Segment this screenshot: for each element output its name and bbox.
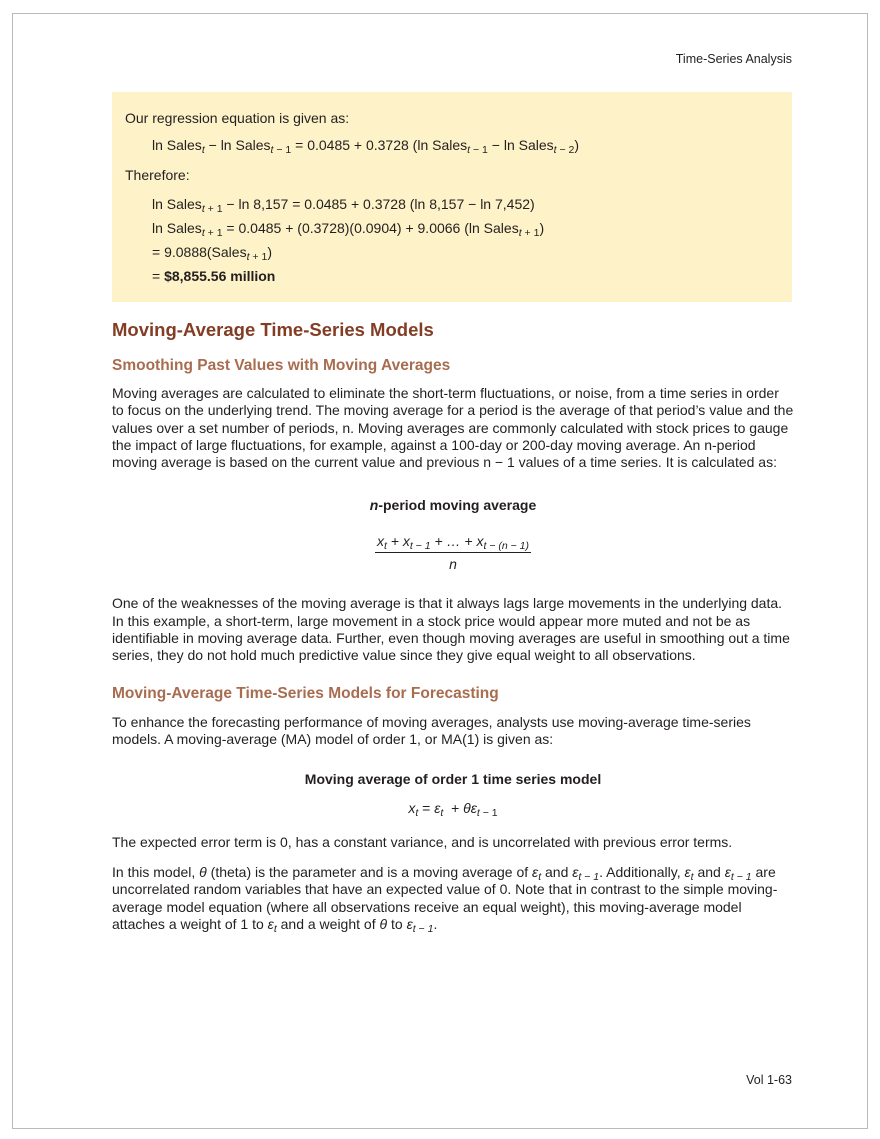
formula-ma1: $x_t = \varepsilon_t + \theta\varepsilon_t$ $_{- 1}$ [408,800,498,820]
paragraph-moving-averages: Moving averages are calculated to eliminate the short-term fluctuations, or noise, from a time series in order to focus on the underlying trend. The moving average for a period is the average of that period’s value and the values over a set number of periods, n. Moving averages are commonly calculated with stock prices to gauge the impact of large fluctuations, for example, against a 100-day or 200-day moving average. An n-period moving average is based on the current value and previous n − 1 values of a time series. It is calculated as: [112,385,794,471]
formula-n-period: $\frac{x_t + x_{t - 1} + \dots + x_{t - (n - 1)}}{n}$ [376,532,530,573]
subsection-title-forecasting: Moving-Average Time-Series Models for Forecasting [112,684,499,702]
page-number: Vol 1-63 [746,1073,792,1087]
main-content [112,318,794,933]
paragraph-expected-error: The expected error term is 0, has a constant variance, and is uncorrelated with previous error terms. [112,833,733,850]
regression-equation: ln Sales$_t$ − ln Sales$_{t - 1}$ = 0.0485 + 0.3728 (ln Sales$_{t - 1}$ − ln Sales$_{t - 2}$) [152,137,580,156]
box-intro: Our regression equation is given as: [125,110,350,126]
paragraph-ma-models: To enhance the forecasting performance of moving averages, analysts use moving-average time-series models. A moving-average (MA) model of order 1, or MA(1) is given as: [112,713,751,747]
calc-step-3: = 9.0888(Sales$_{t + 1}$) [152,244,272,263]
calc-result: = $8,855.56 million [152,268,276,284]
example-box [112,92,792,302]
formula-title-n-period: n-period moving average [369,497,537,514]
paragraph-theta: In this model, θ (theta) is the parameter and is a moving average of $\varepsilon_t$ and $\varepsilon_{t - 1}$. Additionally, $\varepsilon_t$ and $\varepsilon_{t - 1}$ are uncorrelated random variables that have an expected value of 0. Note that in contrast to the simple moving-average model equation (where all observations receive an equal weight), this moving-average model attaches a weight of 1 to $\varepsilon_t$ and a weight of θ to $\varepsilon_{t - 1}$. [112,864,778,935]
running-head: Time-Series Analysis [675,52,792,66]
calc-step-2: ln Sales$_{t + 1}$ = 0.0485 + (0.3728)(0.0904) + 9.0066 (ln Sales$_{t + 1}$) [152,220,545,239]
subsection-title-smoothing: Smoothing Past Values with Moving Averages [112,357,451,374]
box-therefore: Therefore: [125,167,190,183]
formula-title-ma1: Moving average of order 1 time series model [304,771,602,788]
calc-step-1: ln Sales$_{t + 1}$ − ln 8,157 = 0.0485 + 0.3728 (ln 8,157 − ln 7,452) [152,196,535,215]
section-title: Moving-Average Time-Series Models [112,319,434,340]
paragraph-weaknesses: One of the weaknesses of the moving average is that it always lags large movements in the underlying data. In this example, a short-term, large movement in a stock price would appear more muted and not be as identifiable in moving average data. Further, even though moving averages are useful in smoothing out a time series, they do not hold much predictive value since they give equal weight to all observations. [112,595,790,664]
